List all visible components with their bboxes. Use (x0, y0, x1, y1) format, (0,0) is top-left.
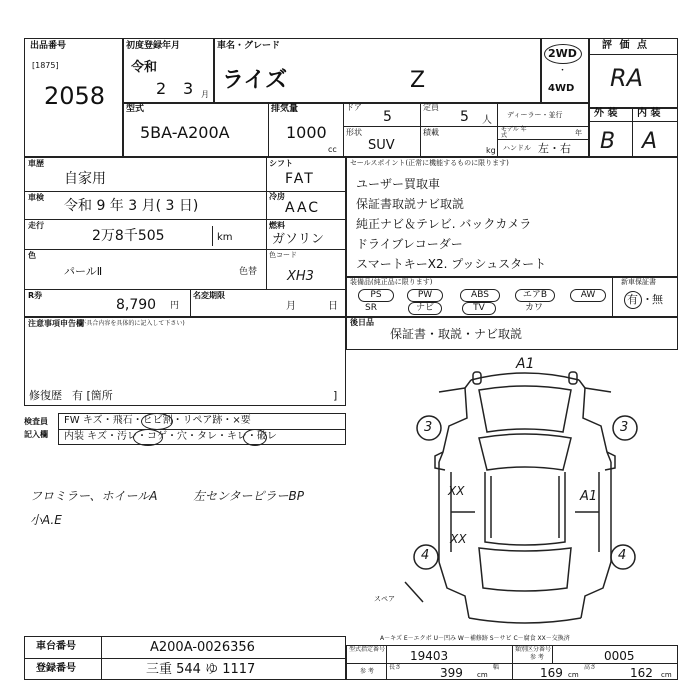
width-unit: cm (568, 671, 579, 679)
diagram-mark-3-right: 3 (620, 420, 629, 435)
mileage-unit: km (217, 232, 233, 243)
lot-number: 2058 (44, 82, 106, 110)
repair: 有 [箇所 (72, 389, 113, 402)
inspector-exterior: FW キズ・飛石・ヒビ割・リペア跡・×要 (64, 415, 251, 426)
handle-label: ハンドル (503, 144, 531, 152)
divider (343, 102, 344, 157)
note-right: 左センターピラーBP (193, 489, 304, 503)
type-cert-label: 型式指定番号 (349, 646, 386, 653)
mileage: 2万8千505 (92, 228, 165, 244)
drive-dot: ・ (558, 66, 568, 76)
divider (632, 107, 633, 157)
recycle-label: R券 (28, 291, 43, 300)
model-label: 型式 (126, 104, 145, 114)
plate: 三重 544 ゆ 1117 (146, 662, 256, 677)
selling-item: スマートキーX2. プッシュスタート (356, 257, 547, 271)
divider (497, 139, 588, 140)
capacity-label: 定員 (423, 103, 439, 112)
shape: SUV (368, 138, 395, 153)
inspector-label-1: 検査員 (24, 417, 48, 426)
shift-label: シフト (269, 159, 293, 168)
diagram-mark-xx-lower: XX (450, 532, 467, 546)
divider (346, 316, 678, 318)
divider (101, 636, 102, 680)
notes-sub: (不具合内容を具体的に記入して下さい) (78, 320, 185, 327)
ref-label: 参 考 (360, 668, 374, 675)
interior-grade: A (642, 129, 658, 154)
equip-leather: カワ (525, 303, 544, 313)
equipment-label: 装備品(純正品に限ります) (350, 278, 433, 286)
dealer-label: ディーラー・並行 (507, 111, 563, 119)
displacement-label: 排気量 (271, 104, 299, 114)
note-left-1: フロミラー、ホイールA (30, 489, 158, 503)
car-damage-diagram (395, 352, 657, 636)
chassis: A200A-0026356 (150, 640, 255, 655)
drive-2wd: 2WD (548, 47, 577, 60)
height-unit: cm (661, 671, 672, 679)
divider (343, 126, 588, 127)
era: 令和 (131, 60, 158, 75)
notes-label: 注意事項申告欄 (28, 319, 84, 328)
selling-item: 純正ナビ＆テレビ. バックカメラ (356, 217, 532, 231)
name-change-month: 月 (286, 301, 296, 312)
first-reg-label: 初度登録年月 (126, 41, 181, 51)
lot-sub: [1875] (32, 61, 59, 70)
chassis-label: 車台番号 (36, 641, 76, 652)
name-change-day: 日 (328, 301, 338, 312)
divider (122, 38, 124, 157)
equip-sr: SR (365, 303, 377, 313)
equip-airbag: エアB (515, 289, 555, 302)
mileage-label: 走行 (28, 221, 44, 230)
mark-circle (133, 429, 163, 446)
color-code-label: 色コード (269, 251, 297, 259)
car-name: ライズ (222, 68, 288, 93)
capacity-unit: 人 (482, 115, 492, 126)
divider (612, 276, 613, 316)
model-grade-label: 車名・グレード (217, 41, 281, 51)
month-unit: 月 (201, 90, 209, 99)
doors: 5 (383, 109, 392, 125)
history-label: 車歴 (28, 159, 44, 168)
equip-pw: PW (407, 289, 443, 302)
shift: FAT (285, 171, 315, 187)
warranty-no: 無 (652, 293, 663, 306)
divider (386, 645, 387, 680)
diagram-mark-4-right: 4 (618, 548, 627, 563)
shape-label: 形状 (346, 128, 362, 137)
note-left-2: 小A.E (30, 513, 62, 527)
lot-label: 出品番号 (30, 41, 67, 51)
equip-ps: PS (358, 289, 394, 302)
height: 162 (630, 666, 653, 680)
inspector-label-2: 記入欄 (24, 430, 48, 439)
fuel-label: 燃料 (269, 221, 285, 230)
color-code: XH3 (287, 269, 314, 284)
selling-item: ユーザー買取車 (356, 177, 441, 191)
divider (540, 38, 542, 102)
model-year-unit: 年 (575, 129, 582, 137)
payload-unit: kg (486, 146, 496, 155)
repair-label: 修復歴 (29, 389, 62, 402)
length: 399 (440, 666, 463, 680)
diagram-mark-a1-side: A1 (580, 489, 598, 504)
handle: 左・右 (538, 142, 571, 155)
after-label: 後日品 (350, 318, 374, 327)
name-change-label: 名変期限 (193, 291, 225, 300)
divider (588, 121, 678, 122)
length-label: 長さ (389, 664, 402, 671)
divider (24, 289, 346, 290)
doors-label: ドア (346, 103, 362, 112)
reg-month: 3 (183, 79, 194, 98)
reg-year: 2 (156, 79, 167, 98)
color: パールⅡ (64, 265, 103, 278)
inspection-label: 車検 (28, 193, 44, 202)
class-label: 類別区分番号 (515, 646, 552, 653)
inspector-interior: 内装 キズ・汚レ・コゲ・穴・タレ・キレ・破レ (64, 431, 277, 442)
divider (552, 645, 553, 663)
selling-item: ドライブレコーダー (356, 237, 463, 251)
fuel: ガソリン (272, 232, 325, 247)
exterior-label: 外 装 (594, 108, 618, 119)
divider (24, 191, 346, 192)
selling-label: セールスポイント(正常に機能するものに限ります) (350, 159, 509, 167)
divider (268, 102, 269, 157)
diagram-mark-a1-front: A1 (516, 356, 535, 372)
length-unit: cm (477, 671, 488, 679)
equip-tv: TV (462, 302, 496, 315)
inspection: 令和 9 年 3 月( 3 日) (64, 198, 199, 214)
divider (212, 226, 213, 246)
divider (58, 429, 346, 430)
ac-label: 冷房 (269, 192, 285, 201)
equip-aw: AW (570, 289, 606, 302)
grade: Z (410, 68, 426, 93)
displacement: 1000 (286, 123, 327, 142)
new-warranty-label: 新車保証書 (621, 278, 656, 286)
recycle: 8,790 (116, 297, 157, 313)
divider (346, 330, 347, 350)
warranty-sep: ・ (642, 293, 653, 306)
divider (190, 289, 191, 317)
repair-close: ] (333, 389, 338, 402)
type-cert: 19403 (410, 649, 449, 663)
equip-abs: ABS (460, 289, 500, 302)
divider (588, 38, 590, 157)
model-year-label: モデル 年式 (501, 126, 527, 139)
diagram-mark-3-left: 3 (424, 420, 433, 435)
divider (24, 249, 346, 250)
class-ref-label: 参 考 (530, 654, 544, 661)
exterior-grade: B (600, 129, 616, 154)
after: 保証書・取説・ナビ取説 (390, 327, 523, 341)
mark-circle (243, 429, 267, 446)
score-label: 評 価 点 (602, 40, 649, 51)
selling-item: 保証書取説ナビ取説 (356, 197, 465, 211)
divider (24, 658, 346, 659)
width-label: 幅 (493, 664, 500, 671)
color-change-label: 色替 (239, 267, 258, 277)
divider (266, 157, 267, 289)
divider (24, 219, 346, 220)
capacity: 5 (460, 109, 469, 125)
diagram-mark-4-left: 4 (421, 548, 430, 563)
diagram-mark-xx-upper: XX (448, 484, 465, 498)
divider (420, 102, 421, 157)
score: RA (610, 64, 644, 92)
spare-label: スペア (374, 595, 395, 603)
divider (588, 54, 678, 55)
equip-navi: ナビ (408, 302, 442, 315)
recycle-unit: 円 (170, 301, 180, 311)
plate-label: 登録番号 (36, 663, 76, 674)
divider (497, 102, 498, 157)
model: 5BA-A200A (140, 123, 230, 142)
payload-label: 積載 (423, 128, 439, 137)
width: 169 (540, 666, 563, 680)
color-label: 色 (28, 251, 36, 260)
divider (512, 645, 513, 680)
drive-4wd: 4WD (548, 83, 575, 94)
height-label: 高さ (584, 664, 597, 671)
history: 自家用 (64, 171, 106, 187)
displacement-unit: cc (328, 145, 337, 154)
divider (213, 38, 215, 102)
class: 0005 (604, 649, 635, 663)
mark-circle (141, 413, 173, 430)
legend: A－キズ E－エクボ U－凹み W－補修跡 S－サビ C－腐食 XX－交換済 (380, 635, 570, 642)
warranty-yes: 有 (627, 293, 638, 306)
ac: AAC (285, 200, 321, 216)
interior-label: 内 装 (637, 108, 661, 119)
